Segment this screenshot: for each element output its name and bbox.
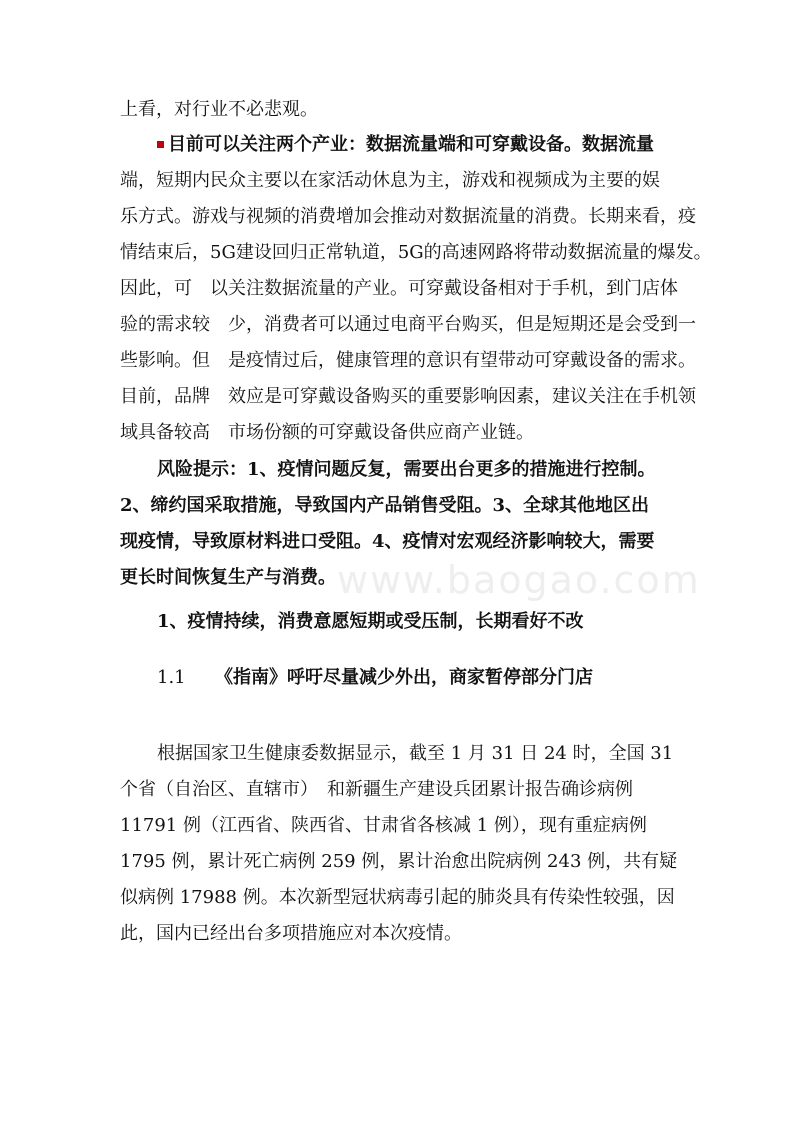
subsection-heading bbox=[157, 666, 727, 690]
text-line: 目前可以关注两个产业：数据流量端和可穿戴设备。数据流量 bbox=[168, 134, 654, 155]
subsection-number: 1.1 bbox=[157, 667, 186, 688]
risk-warning-line: 更长时间恢复生产与消费。 bbox=[120, 567, 336, 588]
text-line: 乐方式。游戏与视频的消费增加会推动对数据流量的消费。长期来看，疫 bbox=[120, 206, 696, 227]
text-line: 情结束后，5G建设回归正常轨道，5G的高速网路将带动数据流量的爆发。 bbox=[120, 242, 712, 263]
text-line: 根据国家卫生健康委数据显示，截至 1 月 31 日 24 时，全国 31 bbox=[157, 743, 674, 764]
focus-industries-paragraph-start bbox=[157, 133, 727, 157]
text-line: 验的需求较 少，消费者可以通过电商平台购买，但是短期还是会受到一 bbox=[120, 314, 696, 335]
risk-warning-line: 风险提示：1、疫情问题反复，需要出台更多的措施进行控制。 bbox=[157, 459, 656, 480]
text-line: 端，短期内民众主要以在家活动休息为主，游戏和视频成为主要的娱 bbox=[120, 170, 660, 191]
text-line: 些影响。但 是疫情过后，健康管理的意识有望带动可穿戴设备的需求。 bbox=[120, 350, 696, 371]
text-line: 因此，可 以关注数据流量的产业。可穿戴设备相对于手机，到门店体 bbox=[120, 278, 678, 299]
bullet-square-icon bbox=[157, 141, 164, 148]
text-line: 个省（自治区、直辖市） 和新疆生产建设兵团累计报告确诊病例 bbox=[120, 779, 633, 800]
text-line: 1795 例，累计死亡病例 259 例，累计治愈出院病例 243 例，共有疑 bbox=[120, 851, 678, 872]
text-line: 目前，品牌 效应是可穿戴设备购买的重要影响因素，建议关注在手机领 bbox=[120, 386, 696, 407]
text-line: 上看，对行业不必悲观。 bbox=[120, 99, 318, 120]
risk-warning-line: 现疫情，导致原材料进口受阻。4、疫情对宏观经济影响较大，需要 bbox=[120, 531, 655, 552]
watermark: www.baogao.com bbox=[337, 558, 701, 602]
text-line: 域具备较高 市场份额的可穿戴设备供应商产业链。 bbox=[120, 422, 534, 443]
risk-warning-line: 2、缔约国采取措施，导致国内产品销售受阻。3、全球其他地区出 bbox=[120, 495, 650, 516]
subsection-title: 《指南》呼吁尽量减少外出，商家暂停部分门店 bbox=[215, 667, 593, 688]
text-line: 似病例 17988 例。本次新型冠状病毒引起的肺炎具有传染性较强，因 bbox=[120, 887, 675, 908]
section-heading: 1、疫情持续，消费意愿短期或受压制，长期看好不改 bbox=[157, 611, 584, 632]
text-line: 11791 例（江西省、陕西省、甘肃省各核减 1 例），现有重症病例 bbox=[120, 815, 647, 836]
text-line: 此，国内已经出台多项措施应对本次疫情。 bbox=[120, 923, 462, 944]
